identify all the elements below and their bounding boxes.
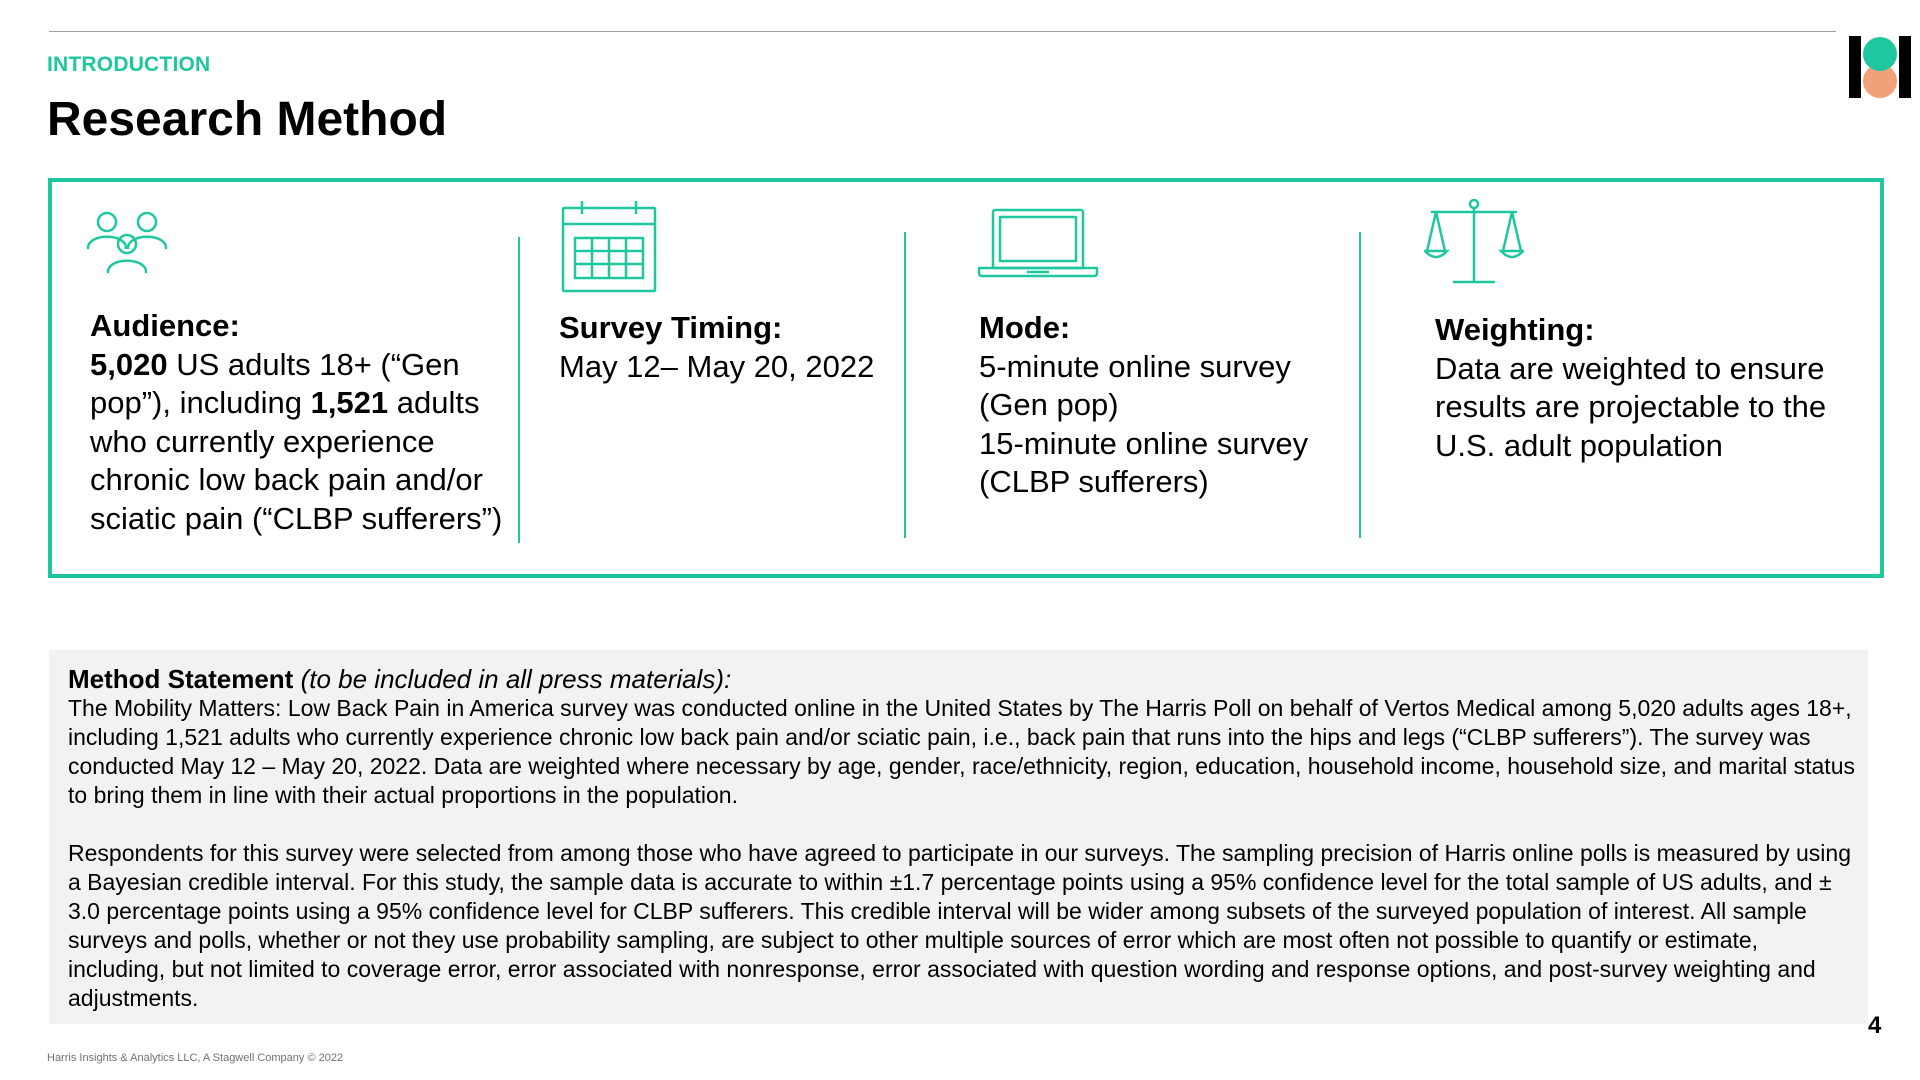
audience-total-count: 5,020 xyxy=(90,346,168,382)
mode-gen-pop-line: 5-minute online survey (Gen pop) xyxy=(979,348,1291,422)
weighting-text xyxy=(1435,311,1855,465)
audience-heading: Audience: xyxy=(90,308,240,343)
survey-timing-text xyxy=(559,309,919,386)
column-divider xyxy=(904,232,906,538)
balance-scale-icon xyxy=(1424,194,1524,290)
survey-timing-heading: Survey Timing: xyxy=(559,310,783,345)
method-statement-paragraph-1: The Mobility Matters: Low Back Pain in America survey was conducted online in the United States by The Harris Poll on behalf of Vertos Medical among 5,020 adults ages 18+, including 1,521 adults who currently experience chronic low back pain and/or sciatic pain, i.e., back pain that runs into the hips and legs (“CLBP sufferers”). The survey was conducted May 12 – May 20, 2022. Data are weighted where necessary by age, gender, race/ethnicity, region, education, household income, household size, and marital status to bring them in line with their actual proportions in the population. xyxy=(68,695,1855,808)
mode-heading: Mode: xyxy=(979,310,1071,345)
audience-text-part-b: adults who currently experience chronic low back pain and/or sciatic pain (“CLBP sufferers”) xyxy=(90,385,503,536)
audience-text-part-a: US adults 18+ (“Gen pop”), including xyxy=(90,346,460,420)
page-number: 4 xyxy=(1868,1012,1882,1039)
method-statement-title: Method Statement xyxy=(68,664,294,694)
method-statement-heading xyxy=(68,664,731,694)
footer-copyright: Harris Insights & Analytics LLC, A Stagwell Company © 2022 xyxy=(47,1052,344,1064)
calendar-icon xyxy=(560,200,658,294)
method-statement-paragraph-2: Respondents for this survey were selected from among those who have agreed to participate in our surveys. The sampling precision of Harris online polls is measured by using a Bayesian credible interval. For this study, the sample data is accurate to within ±1.7 percentage points using a 95% confidence level for the total sample of US adults, and ± 3.0 percentage points using a 95% confidence level for CLBP sufferers. This credible interval will be wider among subsets of the surveyed population of interest. All sample surveys and polls, whether or not they use probability sampling, are subject to other multiple sources of error which are most often not possible to quantify or estimate, including, but not limited to coverage error, error associated with nonresponse, error associated with question wording and response options, and post-survey weighting and adjustments. xyxy=(68,840,1851,1011)
column-divider xyxy=(1359,232,1361,538)
method-statement-panel xyxy=(49,650,1868,1024)
weighting-description: Data are weighted to ensure results are projectable to the U.S. adult population xyxy=(1435,350,1827,463)
method-statement-subtitle: (to be included in all press materials): xyxy=(300,664,732,694)
laptop-icon xyxy=(977,207,1099,279)
mode-clbp-line: 15-minute online survey (CLBP sufferers) xyxy=(979,425,1309,499)
survey-timing-dates: May 12– May 20, 2022 xyxy=(559,348,875,384)
harris-poll-logo-icon xyxy=(1848,36,1912,100)
top-divider xyxy=(49,31,1836,32)
audience-text xyxy=(90,307,510,538)
section-label: INTRODUCTION xyxy=(47,53,211,76)
audience-clbp-count: 1,521 xyxy=(310,385,389,420)
page-title: Research Method xyxy=(47,93,448,146)
research-method-panel xyxy=(48,178,1884,578)
weighting-heading: Weighting: xyxy=(1435,312,1595,347)
mode-text xyxy=(979,309,1339,502)
column-divider xyxy=(518,237,520,543)
people-group-icon xyxy=(85,210,169,280)
